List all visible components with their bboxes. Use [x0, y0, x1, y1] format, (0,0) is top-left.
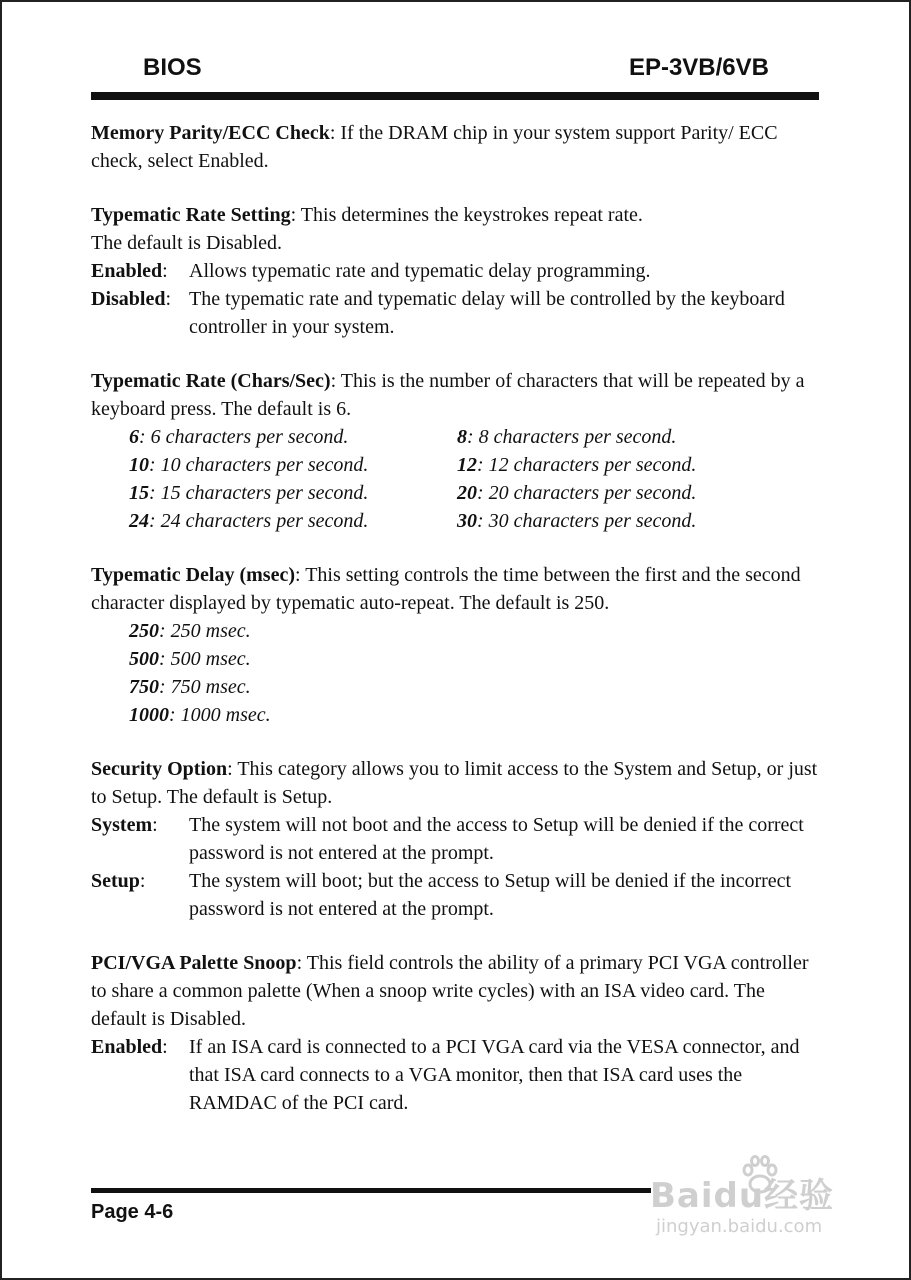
header-rule: [91, 92, 819, 100]
pci-vga-title: PCI/VGA Palette Snoop: [91, 952, 297, 974]
page-border-left: [0, 0, 2, 1280]
pci-vga-text: : This field controls the ability of a primary PCI VGA controller to share a common palette (When a snoop write cycles) with an ISA video card. The default is Disabled.: [91, 952, 809, 1030]
typematic-delay-title: Typematic Delay (msec): [91, 564, 296, 586]
value-item: 30: 30 characters per second.: [457, 510, 697, 532]
option-row: [91, 867, 819, 923]
typematic-rate-setting-section: [91, 201, 819, 341]
option-description: Allows typematic rate and typematic delay programming.: [189, 260, 651, 282]
value-item: 8: 8 characters per second.: [457, 426, 677, 448]
value-item: 1000: 1000 msec.: [129, 704, 271, 726]
value-item: 500: 500 msec.: [129, 648, 251, 670]
value-item: 20: 20 characters per second.: [457, 482, 697, 504]
value-item: 250: 250 msec.: [129, 620, 251, 642]
typematic-rate-section: [91, 367, 819, 535]
document-body: [91, 119, 819, 1143]
typematic-rate-paragraph: [91, 367, 819, 423]
pci-vga-paragraph: [91, 949, 819, 1033]
typematic-rate-setting-title: Typematic Rate Setting: [91, 204, 291, 226]
option-description: The system will boot; but the access to Setup will be denied if the incorrect password is not entered at the prompt.: [189, 870, 792, 920]
pci-vga-section: [91, 949, 819, 1117]
value-item: 12: 12 characters per second.: [457, 454, 697, 476]
baidu-watermark: [650, 1168, 860, 1248]
typematic-delay-paragraph: [91, 561, 819, 617]
value-item: 6: 6 characters per second.: [129, 426, 349, 448]
value-item: 750: 750 msec.: [129, 676, 251, 698]
value-row: [129, 507, 819, 535]
option-row: [91, 257, 819, 285]
security-option-text: : This category allows you to limit access to the System and Setup, or just to Setup. The default is Setup.: [91, 758, 818, 808]
value-row: [129, 451, 819, 479]
typematic-delay-text: : This setting controls the time between the first and the second character displayed by typematic auto-repeat. The default is 250.: [91, 564, 801, 614]
typematic-delay-values: [129, 617, 819, 729]
typematic-rate-title: Typematic Rate (Chars/Sec): [91, 370, 331, 392]
security-option-title: Security Option: [91, 758, 228, 780]
memory-parity-paragraph: [91, 119, 819, 175]
typematic-rate-setting-text: : This determines the keystrokes repeat rate.: [290, 204, 643, 226]
option-description: The system will not boot and the access to Setup will be denied if the correct password is not entered at the prompt.: [189, 814, 804, 864]
option-label: System:: [91, 814, 158, 836]
security-option-section: [91, 755, 819, 923]
option-label: Enabled:: [91, 260, 168, 282]
option-label: Setup:: [91, 870, 146, 892]
option-label: Disabled:: [91, 288, 172, 310]
value-row: [129, 423, 819, 451]
header-section-title: BIOS: [143, 54, 202, 81]
option-row: [91, 285, 819, 341]
typematic-delay-section: [91, 561, 819, 729]
value-item: 24: 24 characters per second.: [129, 510, 369, 532]
option-row: [91, 1033, 819, 1117]
footer-rule: [91, 1188, 651, 1193]
watermark-url: jingyan.baidu.com: [656, 1216, 823, 1237]
option-description: If an ISA card is connected to a PCI VGA card via the VESA connector, and that ISA card connects to a VGA monitor, then that ISA card uses the RAMDAC of the PCI card.: [189, 1036, 800, 1114]
security-option-paragraph: [91, 755, 819, 811]
page-border-top: [0, 0, 911, 2]
option-description: The typematic rate and typematic delay will be controlled by the keyboard controller in your system.: [189, 288, 785, 338]
option-label: Enabled:: [91, 1036, 168, 1058]
typematic-rate-values: [129, 423, 819, 535]
option-row: [91, 811, 819, 867]
value-row: [129, 479, 819, 507]
value-item: 15: 15 characters per second.: [129, 482, 369, 504]
typematic-rate-setting-default: The default is Disabled.: [91, 232, 283, 254]
value-item: 10: 10 characters per second.: [129, 454, 369, 476]
header-model-name: EP-3VB/6VB: [628, 54, 769, 81]
memory-parity-section: [91, 119, 819, 175]
memory-parity-title: Memory Parity/ECC Check: [91, 122, 330, 144]
typematic-rate-setting-paragraph: [91, 201, 819, 229]
memory-parity-text: : If the DRAM chip in your system support Parity/ ECC check, select Enabled.: [91, 122, 778, 172]
typematic-rate-text: : This is the number of characters that will be repeated by a keyboard press. The default is 6.: [91, 370, 805, 420]
page-number: Page 4-6: [91, 1201, 174, 1223]
watermark-logo: Baidu经验: [650, 1176, 835, 1216]
